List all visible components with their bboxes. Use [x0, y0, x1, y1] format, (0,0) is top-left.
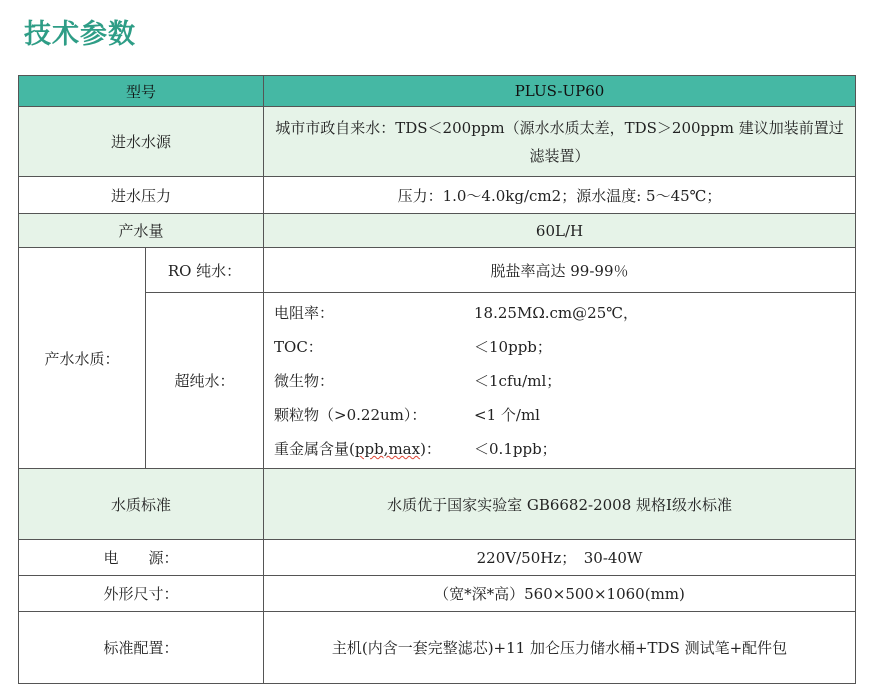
- ro-label: RO 纯水：: [146, 248, 264, 293]
- table-row-ro: [19, 248, 856, 293]
- source-label: 进水水源: [19, 107, 264, 177]
- ultra-label: 超纯水：: [146, 293, 264, 469]
- table-row-source: [19, 107, 856, 177]
- config-value: 主机(内含一套完整滤芯)+11 加仑压力储水桶+TDS 测试笔+配件包: [264, 612, 856, 684]
- spec-particles: 颗粒物（>0.22um）： <1 个/ml: [274, 406, 540, 424]
- size-label: 外形尺寸：: [19, 576, 264, 612]
- spec-resistivity: 电阻率： 18.25MΩ.cm@25℃，: [274, 304, 639, 322]
- standard-value: 水质优于国家实验室 GB6682-2008 规格Ⅰ级水标准: [264, 469, 856, 540]
- spec-table: [18, 75, 856, 684]
- ro-value: 脱盐率高达 99-99％: [264, 248, 856, 293]
- table-row-power: [19, 540, 856, 576]
- quality-label: 产水水质：: [19, 248, 146, 469]
- pressure-value: 压力：1.0～4.0kg/cm2；源水温度: 5～45℃；: [264, 177, 856, 214]
- table-row-standard: [19, 469, 856, 540]
- standard-label: 水质标准: [19, 469, 264, 540]
- page-title: 技术参数: [24, 19, 136, 50]
- spec-heavy-metals: 重金属含量(ppb,max)： ＜0.1ppb；: [274, 440, 557, 458]
- table-row-config: [19, 612, 856, 684]
- source-value: 城市市政自来水：TDS＜200ppm（源水水质太差，TDS＞200ppm 建议加装前置过滤装置）: [264, 107, 856, 177]
- table-row-model: [19, 76, 856, 107]
- table-row-size: [19, 576, 856, 612]
- pressure-label: 进水压力: [19, 177, 264, 214]
- model-value: PLUS-UP60: [264, 76, 856, 107]
- output-label: 产水量: [19, 214, 264, 248]
- size-value: （宽*深*高）560×500×1060(mm): [264, 576, 856, 612]
- spec-microbes: 微生物： ＜1cfu/ml；: [274, 372, 562, 390]
- power-label: 电 源：: [19, 540, 264, 576]
- config-label: 标准配置：: [19, 612, 264, 684]
- output-value: 60L/H: [264, 214, 856, 248]
- table-row-output: [19, 214, 856, 248]
- ultra-spec-list: [264, 293, 856, 469]
- model-label: 型号: [19, 76, 264, 107]
- spec-toc: TOC： ＜10ppb；: [274, 338, 552, 356]
- power-value: 220V/50Hz； 30-40W: [264, 540, 856, 576]
- table-row-pressure: [19, 177, 856, 214]
